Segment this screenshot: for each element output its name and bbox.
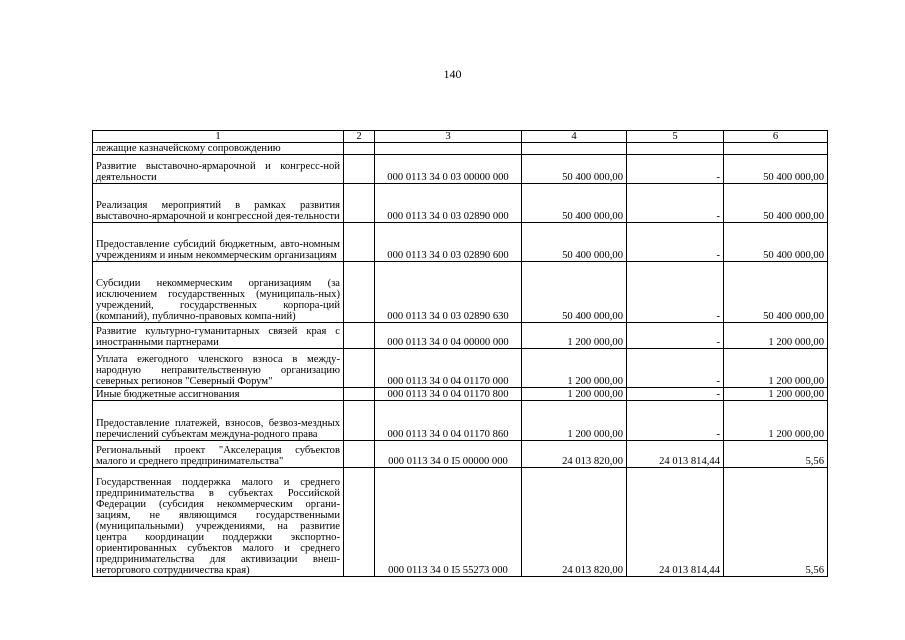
row-value-5: -: [627, 262, 724, 323]
table-row: [93, 155, 828, 184]
row-value-6: 1 200 000,00: [724, 323, 828, 349]
table-row: [93, 323, 828, 349]
table-row: [93, 223, 828, 262]
row-value-6: 50 400 000,00: [724, 262, 828, 323]
row-name: Региональный проект "Акселерация субъектов малого и среднего предпринимательства": [93, 441, 344, 468]
page-number: 140: [443, 67, 462, 81]
table-row: [93, 349, 828, 388]
row-value-6: 1 200 000,00: [724, 349, 828, 388]
row-value-4: 1 200 000,00: [522, 388, 627, 401]
row-value-4: 1 200 000,00: [522, 401, 627, 441]
row-value-6: 50 400 000,00: [724, 223, 828, 262]
row-code: 000 0113 34 0 I5 55273 000: [375, 468, 522, 577]
row-value-5: [627, 143, 724, 155]
row-value-6: 50 400 000,00: [724, 155, 828, 184]
row-col2: [344, 143, 375, 155]
row-value-6: 50 400 000,00: [724, 184, 828, 223]
row-value-5: -: [627, 349, 724, 388]
row-value-4: [522, 143, 627, 155]
row-name: Предоставление субсидий бюджетным, авто-номным учреждениям и иным некоммерческим организациям: [93, 223, 344, 262]
column-header: 1: [93, 131, 344, 143]
table-row: [93, 143, 828, 155]
row-value-4: 1 200 000,00: [522, 323, 627, 349]
row-value-5: -: [627, 155, 724, 184]
row-name: лежащие казначейскому сопровождению: [93, 143, 344, 155]
row-name: Реализация мероприятий в рамках развития выставочно-ярмарочной и конгрессной дея-тельности: [93, 184, 344, 223]
row-code: 000 0113 34 0 04 00000 000: [375, 323, 522, 349]
row-value-5: -: [627, 401, 724, 441]
row-value-4: 24 013 820,00: [522, 441, 627, 468]
row-col2: [344, 401, 375, 441]
row-col2: [344, 262, 375, 323]
row-code: [375, 143, 522, 155]
column-header: 5: [627, 131, 724, 143]
table-row: [93, 441, 828, 468]
column-header: 3: [375, 131, 522, 143]
table-row: [93, 184, 828, 223]
row-value-6: 5,56: [724, 468, 828, 577]
table-row: [93, 262, 828, 323]
budget-table: [92, 130, 828, 577]
row-name: Предоставление платежей, взносов, безвоз-мездных перечислений субъектам междуна-родного права: [93, 401, 344, 441]
row-value-5: -: [627, 323, 724, 349]
row-value-4: 1 200 000,00: [522, 349, 627, 388]
row-col2: [344, 184, 375, 223]
row-value-5: -: [627, 388, 724, 401]
column-header: 4: [522, 131, 627, 143]
row-code: 000 0113 34 0 03 02890 000: [375, 184, 522, 223]
row-value-4: 50 400 000,00: [522, 223, 627, 262]
row-value-4: 24 013 820,00: [522, 468, 627, 577]
row-name: Государственная поддержка малого и среднего предпринимательства в субъектах Российской Федерации (субсидия некоммерческим органи-зациям, не являющимся государственными (муниципальными) учреждениями, на развитие центра координации поддержки экспортно-ориентированных субъектов малого и среднего предпринимательства для активизации внеш-неторгового сотрудничества края): [93, 468, 344, 577]
row-value-5: -: [627, 223, 724, 262]
row-code: 000 0113 34 0 04 01170 800: [375, 388, 522, 401]
row-name: Развитие культурно-гуманитарных связей края с иностранными партнерами: [93, 323, 344, 349]
row-col2: [344, 323, 375, 349]
row-code: 000 0113 34 0 03 02890 630: [375, 262, 522, 323]
table-row: [93, 468, 828, 577]
row-col2: [344, 441, 375, 468]
row-value-5: -: [627, 184, 724, 223]
column-header: 2: [344, 131, 375, 143]
row-code: 000 0113 34 0 I5 00000 000: [375, 441, 522, 468]
row-name: Уплата ежегодного членского взноса в между-народную неправительственную организацию северных регионов "Северный Форум": [93, 349, 344, 388]
row-name: Субсидии некоммерческим организациям (за исключением государственных (муниципаль-ных) учреждений, государственных корпора-ций (компаний), публично-правовых компа-ний): [93, 262, 344, 323]
table-row: [93, 401, 828, 441]
row-value-4: 50 400 000,00: [522, 184, 627, 223]
row-value-5: 24 013 814,44: [627, 441, 724, 468]
row-value-5: 24 013 814,44: [627, 468, 724, 577]
row-col2: [344, 349, 375, 388]
row-name: Иные бюджетные ассигнования: [93, 388, 344, 401]
row-value-6: 5,56: [724, 441, 828, 468]
row-name: Развитие выставочно-ярмарочной и конгресс-ной деятельности: [93, 155, 344, 184]
row-col2: [344, 223, 375, 262]
column-header: 6: [724, 131, 828, 143]
row-code: 000 0113 34 0 04 01170 860: [375, 401, 522, 441]
row-col2: [344, 468, 375, 577]
row-value-4: 50 400 000,00: [522, 155, 627, 184]
row-code: 000 0113 34 0 03 00000 000: [375, 155, 522, 184]
row-col2: [344, 155, 375, 184]
row-code: 000 0113 34 0 03 02890 600: [375, 223, 522, 262]
row-value-6: [724, 143, 828, 155]
row-value-6: 1 200 000,00: [724, 401, 828, 441]
row-value-4: 50 400 000,00: [522, 262, 627, 323]
table-row: [93, 388, 828, 401]
row-col2: [344, 388, 375, 401]
row-code: 000 0113 34 0 04 01170 000: [375, 349, 522, 388]
row-value-6: 1 200 000,00: [724, 388, 828, 401]
table-header-row: [93, 131, 828, 143]
